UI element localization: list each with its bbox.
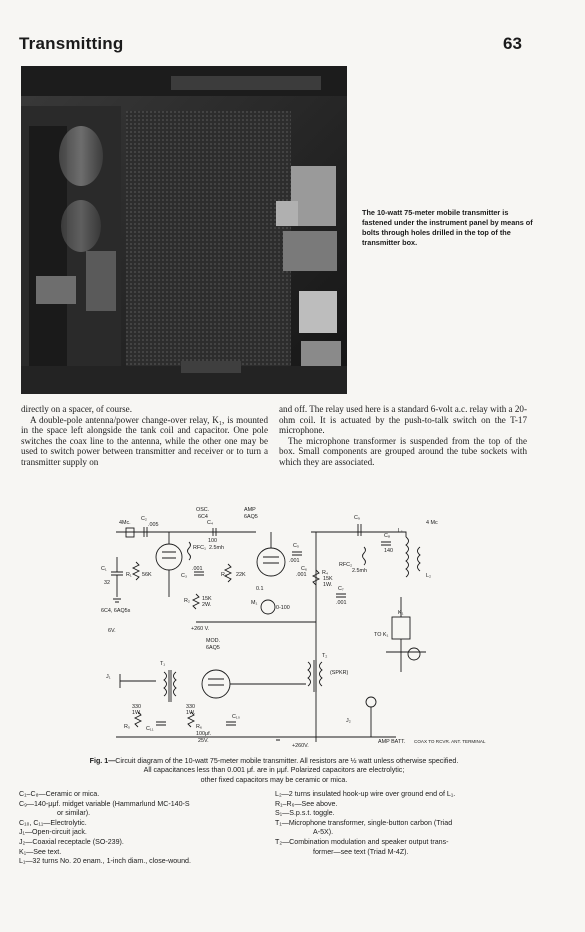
- transmitter-photo: [21, 66, 347, 394]
- body-paragraph: A double-pole antenna/power change-over relay, K₁, is mounted in the space left alongside the tank coil and capacitor. One pole switches the coax line to the antenna, while the other one may be used to switch power between transmitter and receiver or to turn a transmitter supply on: [21, 414, 268, 467]
- parts-list-item: former—see text (Triad M-4Z).: [313, 847, 409, 856]
- meter-range: 0-100: [276, 605, 290, 611]
- heaters-label: 6C4, 6AQ5s: [101, 608, 131, 614]
- r5-wattage: 1W.: [132, 710, 142, 716]
- parts-list-item: C₁–C₈—Ceramic or mica.: [19, 790, 100, 798]
- r3-value: 22K: [236, 572, 246, 578]
- r5-value: 330: [132, 704, 141, 710]
- c1-value: 32: [104, 580, 110, 586]
- c6-label: C₆: [301, 566, 308, 572]
- figure-caption-line: All capacitances less than 0.001 μf. are in μμf. Polarized capacitors are electrolytic;: [143, 766, 405, 775]
- j2-label: J₂: [346, 718, 351, 724]
- page-number: 63: [503, 34, 522, 53]
- rfc2-label: RFC₂: [339, 562, 353, 568]
- parts-list-item: C₁₀, C₁₁—Electrolytic.: [19, 818, 87, 827]
- parts-list-item: A-5X).: [313, 828, 334, 837]
- c2-label: C₂: [141, 516, 147, 522]
- transmitter-photo-image: [21, 66, 347, 394]
- r3-label: R₃: [221, 572, 228, 578]
- r2-value: 15K: [202, 596, 212, 602]
- parts-list-right: [275, 790, 537, 857]
- c4-value: 100: [208, 538, 217, 544]
- c8-value: 140: [384, 548, 393, 554]
- r6-value: 330: [186, 704, 195, 710]
- r4-wattage: 1W.: [323, 582, 333, 588]
- c10-value: 100μf.: [196, 731, 212, 737]
- r5-label: R₅: [124, 724, 131, 730]
- j1-label: J₁: [106, 674, 111, 680]
- body-paragraph: directly on a spacer, of course.: [21, 404, 132, 414]
- l2-label: L₂: [426, 573, 432, 579]
- c10-label: C₁₀: [232, 714, 240, 720]
- mod-label: MOD.: [206, 638, 221, 644]
- rfc1-label: RFC₁: [193, 545, 206, 551]
- r6-wattage: 1W.: [186, 710, 196, 716]
- t2-label: T₂: [322, 653, 328, 659]
- figure-caption-line: other fixed capacitors may be ceramic or mica.: [200, 775, 348, 784]
- body-paragraph: and off. The relay used here is a standard 6-volt a.c. relay with a 20-ohm coil. It is actuated by the push-to-talk switch on the T-17 microphone.: [279, 404, 527, 436]
- photo-caption: The 10-watt 75-meter mobile transmitter is fastened under the instrument panel by means of bolts through holes drilled in the top of the transmitter box.: [362, 208, 533, 247]
- b-plus-bottom-label: +260V.: [292, 743, 309, 749]
- circuit-diagram: [96, 502, 534, 754]
- speaker-label: (SPKR): [330, 670, 349, 676]
- c10-voltage: 25V.: [198, 738, 209, 744]
- parts-list-item: R₁–R₆—See above.: [275, 799, 338, 808]
- amp-batt-label: AMP BATT.: [378, 739, 406, 745]
- figure-caption-text: Circuit diagram of the 10-watt 75-meter mobile transmitter. All resistors are ½ watt unless otherwise specified.: [115, 757, 459, 765]
- parts-list-item: L₁—32 turns No. 20 enam., 1-inch diam., close-wound.: [19, 857, 191, 866]
- c1-label: C₁: [101, 566, 107, 572]
- body-paragraph: The microphone transformer is suspended from the top of the box. Small components are grouped around the tube sockets with which they are associated.: [279, 435, 527, 467]
- r2-wattage: 2W.: [202, 602, 212, 608]
- parts-list-item: or similar).: [57, 809, 91, 818]
- r4-label: R₄: [322, 570, 329, 576]
- body-column-left: [21, 404, 268, 468]
- c4-label: C₄: [207, 520, 214, 526]
- l1-label: L₁: [398, 528, 403, 534]
- r1-label: R₁: [126, 572, 132, 578]
- mod-tube-type: 6AQ5: [206, 645, 220, 651]
- c11-label: C₁₁: [146, 726, 154, 732]
- figure-number: Fig. 1—: [89, 757, 116, 765]
- parts-list-item: K₁—See text.: [19, 847, 62, 856]
- ground-value: 0.1: [256, 586, 264, 592]
- c2-value: .005: [148, 522, 159, 528]
- coax-label: COAX TO RCVR. ANT. TERMINAL: [414, 739, 486, 744]
- osc-tube-type: 6C4: [198, 514, 208, 520]
- amp-tube-type: 6AQ5: [244, 514, 258, 520]
- figure-caption: [19, 757, 529, 785]
- b-plus-label: +260 V.: [191, 626, 210, 632]
- r2-label: R₂: [184, 598, 190, 604]
- k1-label: K₁: [398, 610, 404, 616]
- c5-value: .001: [289, 558, 300, 564]
- section-title: Transmitting: [19, 34, 124, 53]
- parts-list-item: T₂—Combination modulation and speaker output trans-: [275, 837, 449, 846]
- to-k1-label: TO K₁: [374, 632, 389, 638]
- parts-list-item: L₂—2 turns insulated hook-up wire over ground end of L₁.: [275, 790, 456, 798]
- parts-list-item: S₁—S.p.s.t. toggle.: [275, 809, 335, 818]
- osc-label: OSC.: [196, 507, 210, 513]
- c8-label: C₈: [384, 533, 391, 539]
- parts-list-item: J₁—Open-circuit jack.: [19, 828, 87, 837]
- c9-label: C₉: [354, 515, 361, 521]
- parts-list-left: [19, 790, 265, 867]
- output-frequency-label: 4 Mc: [426, 520, 438, 526]
- crystal-label: 4Mc.: [119, 520, 131, 526]
- rfc2-value: 2.5mh: [352, 568, 367, 574]
- r6-label: R₆: [196, 724, 203, 730]
- heater-voltage: 6V.: [108, 628, 116, 634]
- parts-list-item: J₂—Coaxial receptacle (SO-239).: [19, 837, 124, 846]
- amp-label: AMP: [244, 507, 256, 513]
- c6-value: .001: [296, 572, 307, 578]
- meter-label: M₁: [251, 600, 258, 606]
- rfc1-value: 2.5mh: [209, 545, 224, 551]
- c5-label: C₅: [293, 543, 300, 549]
- parts-list-item: C₉—140-μμf. midget variable (Hammarlund MC-140-S: [19, 799, 190, 808]
- c3-value: .001: [192, 566, 203, 572]
- c7-value: .001: [336, 600, 347, 606]
- c7-label: C₇: [338, 586, 344, 592]
- parts-list-item: T₁—Microphone transformer, single-button carbon (Triad: [275, 818, 453, 827]
- t1-label: T₁: [160, 661, 166, 667]
- figure-caption-line: [19, 757, 529, 766]
- c3-label: C₃: [181, 573, 188, 579]
- body-column-right: [279, 404, 527, 468]
- r1-value: 56K: [142, 572, 152, 578]
- r4-value: 15K: [323, 576, 333, 582]
